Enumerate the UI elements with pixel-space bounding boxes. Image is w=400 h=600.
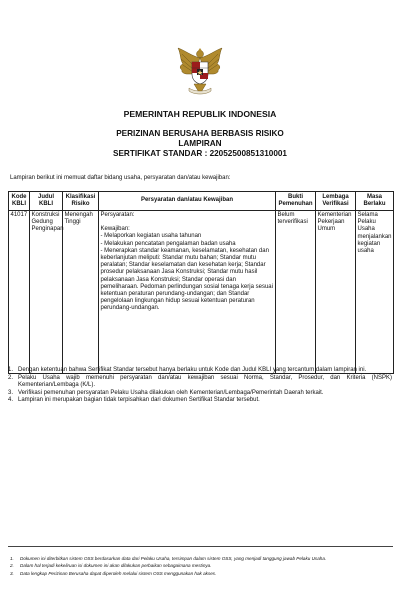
cell-lembaga-verifikasi: Kementerian Pekerjaan Umum <box>316 211 356 374</box>
header-bukti-pemenuhan: Bukti Pemenuhan <box>276 192 316 211</box>
header-judul-kbli: Judul KBLI <box>30 192 63 211</box>
footnote-number: 1. <box>10 556 14 561</box>
note-text: Pelaku Usaha wajib memenuhi persyaratan dan/atau kewajiban sesuai Norma, Standar, Prosedur, dan Kriteria (NSPK) Kementerian/Lembaga (K/L). <box>18 374 392 388</box>
footnote-number: 3. <box>10 570 14 576</box>
government-title: PEMERINTAH REPUBLIK INDONESIA <box>123 109 277 119</box>
note-item <box>8 397 392 404</box>
persyaratan-label: Persyaratan: <box>100 212 135 218</box>
footer-divider <box>8 546 393 547</box>
note-text: Dengan ketentuan bahwa Sertifikat Standar tersebut hanya berlaku untuk Kode dan Judul KBLI yang tercantum dalam lampiran ini. <box>18 367 367 373</box>
footnote-text: Dokumen ini diterbitkan sistem OSS berdasarkan data dari Pelaku Usaha, tersimpan dalam sistem OSS, yang menjadi tanggung jawab Pelaku Usaha. <box>20 556 327 561</box>
note-number: 2. <box>8 374 14 381</box>
header-persyaratan: Persyaratan dan/atau Kewajiban <box>99 192 276 211</box>
cell-judul-kbli: Konstruksi Gedung Penginapan <box>30 211 63 374</box>
cell-kode-kbli: 41017 <box>9 211 30 374</box>
table-header-row <box>9 192 394 211</box>
footnote-item <box>10 562 392 569</box>
note-item <box>8 375 392 389</box>
note-number: 1. <box>8 367 14 373</box>
note-number: 3. <box>8 389 14 396</box>
kewajiban-item: - Menerapkan standar keamanan, keselamatan, kesehatan dan keberlanjutan meliputi: Standar mutu bahan; Standar mutu peralatan; Standar keselamatan dan kesehatan kerja; Standar prosedur pelaksanaan Jasa Konstruksi; Standar mutu hasil pelaksanaan Jasa Konstruksi; Standar operasi dan pemeliharaan. Pedoman perlindungan sosial tenaga kerja sesuai ketentuan peraturan perundang-undangan; dan Standar pengelolaan lingkungan hidup sesuai ketentuan peraturan perundang-undangan. <box>100 247 273 312</box>
note-item <box>8 367 392 374</box>
cell-bukti-pemenuhan: Belum terverifikasi <box>276 211 316 374</box>
intro-text: Lampiran berikut ini memuat daftar bidang usaha, persyaratan dan/atau kewajiban: <box>10 175 231 181</box>
note-text: Verifikasi pemenuhan persyaratan Pelaku Usaha dilakukan oleh Kementerian/Lembaga/Pemerintah Daerah terkait. <box>18 389 324 396</box>
cell-klasifikasi-risiko: Menengah Tinggi <box>63 211 99 374</box>
footnotes-list <box>10 555 392 577</box>
header-kode-kbli: Kode KBLI <box>9 192 30 211</box>
kewajiban-item: - Melakukan pencatatan pengalaman badan usaha <box>100 240 236 247</box>
footnote-text: Data lengkap Perizinan Berusaha dapat diperoleh melalui sistem OSS menggunakan hak akses. <box>20 570 217 576</box>
kewajiban-label: Kewajiban: <box>100 226 130 233</box>
certificate-number: SERTIFIKAT STANDAR : 22052500851310001 <box>113 149 287 158</box>
header-klasifikasi-risiko: Klasifikasi Risiko <box>63 192 99 211</box>
document-heading <box>0 129 400 159</box>
requirements-table <box>8 191 394 374</box>
footnote-number: 2. <box>10 563 14 569</box>
footnote-text: Dalam hal terjadi kekeliruan isi dokumen ini akan dilakukan perbaikan sebagaimana mestinya. <box>20 563 212 569</box>
note-item <box>8 390 392 397</box>
note-text: Lampiran ini merupakan bagian tidak terpisahkan dari dokumen Sertifikat Standar tersebut. <box>18 397 260 404</box>
table-row <box>9 211 394 374</box>
cell-masa-berlaku: Selama Pelaku Usaha menjalankan kegiatan usaha <box>356 211 394 374</box>
garuda-emblem-icon <box>172 44 228 100</box>
document-heading-line1: PERIZINAN BERUSAHA BERBASIS RISIKO <box>116 129 284 138</box>
cell-persyaratan <box>99 211 276 374</box>
kewajiban-item: - Melaporkan kegiatan usaha tahunan <box>100 233 202 240</box>
footnote-item <box>10 555 392 562</box>
note-number: 4. <box>8 397 14 404</box>
notes-list <box>8 367 392 405</box>
document-heading-line2: LAMPIRAN <box>178 139 222 148</box>
header-masa-berlaku: Masa Berlaku <box>356 192 394 211</box>
footnote-item <box>10 570 392 577</box>
header-lembaga-verifikasi: Lembaga Verifikasi <box>316 192 356 211</box>
